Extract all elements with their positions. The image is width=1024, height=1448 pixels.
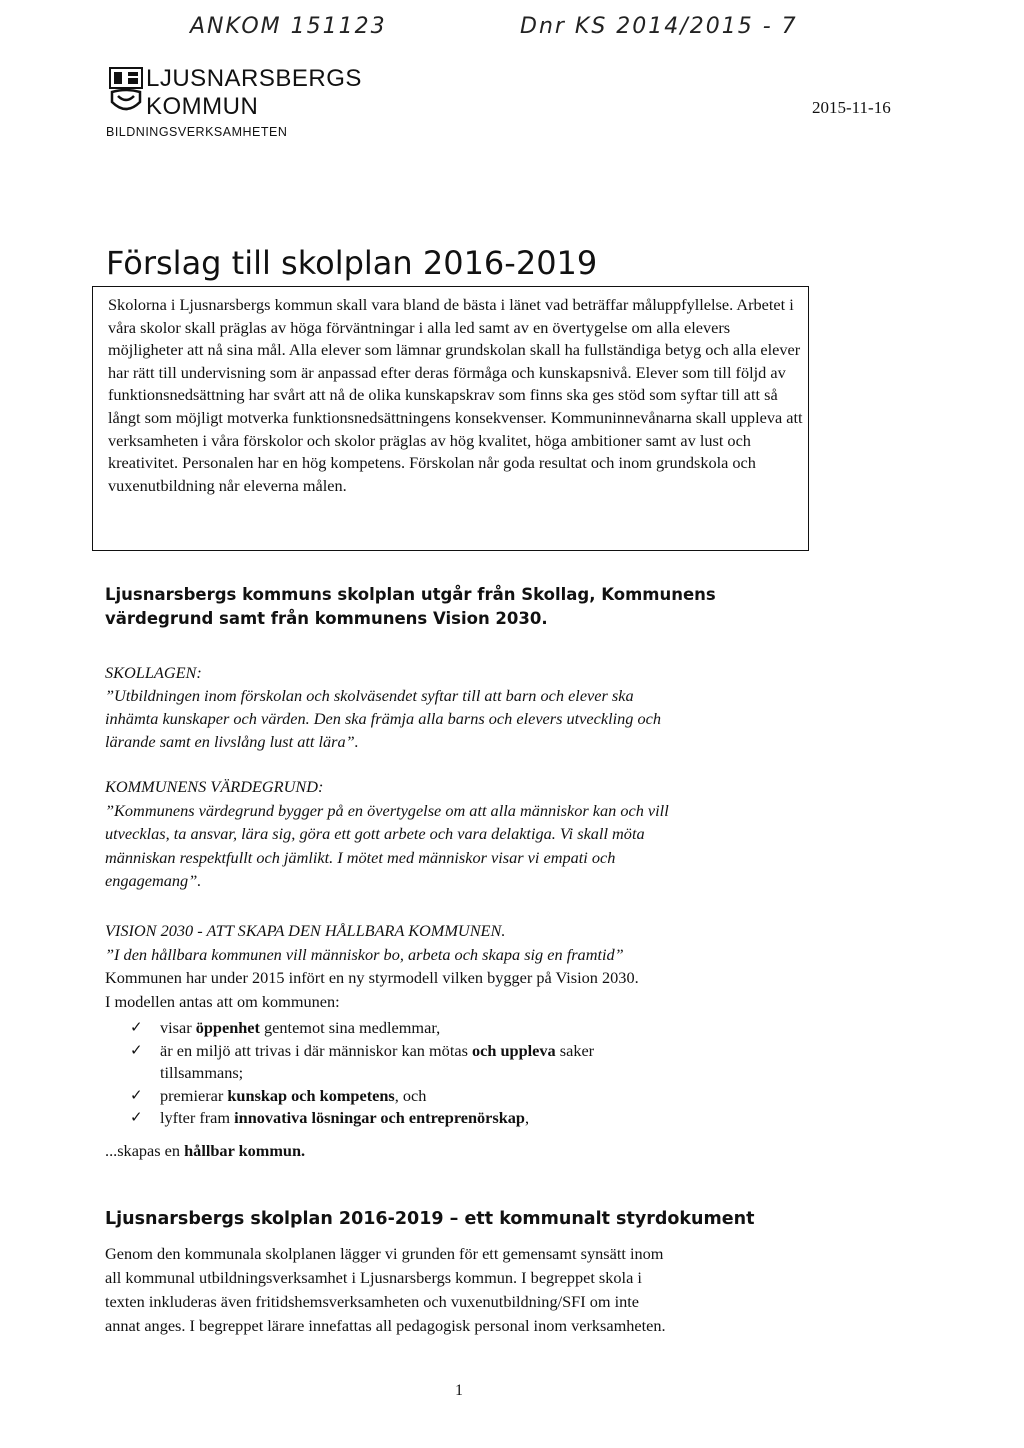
skollagen-label: SKOLLAGEN: (105, 663, 202, 682)
vision-2030-label: VISION 2030 - ATT SKAPA DEN HÅLLBARA KOMMUNEN. (105, 921, 506, 940)
skollagen-quote-line-2: inhämta kunskaper och värden. Den ska främja alla barns och elevers utveckling och (105, 709, 661, 728)
checklist-item-continuation: tillsammans; (160, 1063, 244, 1082)
document-date: 2015-11-16 (812, 98, 891, 117)
vardegrund-quote-line-4: engagemang”. (105, 871, 202, 890)
vision-checklist (105, 1017, 805, 1130)
section-2-line-2: all kommunal utbildningsverksamhet i Ljusnarsbergs kommun. I begreppet skola i (105, 1268, 642, 1287)
checkmark-icon: ✓ (130, 1020, 143, 1036)
checklist-item: ✓ lyfter fram innovativa lösningar och entreprenörskap, (105, 1107, 805, 1130)
vardegrund-quote-line-2: utvecklas, ta ansvar, lära sig, göra ett gott arbete och vara delaktiga. Vi skall möta (105, 824, 645, 843)
skollagen-quote-line-1: ”Utbildningen inom förskolan och skolväsendet syftar till att barn och elever ska (105, 686, 634, 705)
page-number: 1 (455, 1382, 463, 1399)
org-name-line1: LJUSNARSBERGS (146, 65, 362, 92)
department-name: BILDNINGSVERKSAMHETEN (106, 125, 288, 139)
vision-2030-quote: ”I den hållbara kommunen vill människor bo, arbeta och skapa sig en framtid” (105, 945, 624, 964)
document-title: Förslag till skolplan 2016-2019 (106, 244, 598, 282)
vision-2030-text-1: Kommunen har under 2015 infört en ny styrmodell vilken bygger på Vision 2030. (105, 968, 639, 987)
section-2-heading: Ljusnarsbergs skolplan 2016-2019 – ett kommunalt styrdokument (105, 1209, 755, 1229)
checklist-item: ✓ visar öppenhet gentemot sina medlemmar, (105, 1017, 805, 1040)
checkmark-icon: ✓ (130, 1042, 143, 1059)
basis-line-1: Ljusnarsbergs kommuns skolplan utgår från Skollag, Kommunens (105, 585, 716, 604)
handwritten-diary-number: Dnr KS 2014/2015 - 7 (520, 14, 798, 39)
basis-line-2: värdegrund samt från kommunens Vision 2030. (105, 609, 548, 628)
section-2-line-4: annat anges. I begreppet lärare innefattas all pedagogisk personal inom verksamheten. (105, 1316, 666, 1335)
municipality-crest-icon (108, 66, 144, 120)
handwritten-received-stamp: ANKOM 151123 (190, 14, 387, 39)
checklist-item: ✓ är en miljö att trivas i där människor kan mötas och uppleva saker tillsammans; (130, 1040, 595, 1082)
checkmark-icon: ✓ (130, 1110, 143, 1126)
section-2-line-1: Genom den kommunala skolplanen lägger vi grunden för ett gemensamt synsätt inom (105, 1244, 664, 1263)
vision-statement-text: Skolorna i Ljusnarsbergs kommun skall vara bland de bästa i länet vad beträffar måluppfyllelse. Arbetet i våra skolor skall präglas av höga förväntningar i alla led samt av en övertygelse om alla elevers möjligheter att nå sina mål. Alla elever som lämnar grundskolan skall ha fullständiga betyg och alla elever har rätt till undervisning som är anpassad efter deras förmåga och kunskapsnivå. Elever som till följd av funktionsnedsättning har svårt att nå de olika kunskapskrav som finns ska ges stöd som syftar till att så långt som möjligt motverka funktionsnedsättningens konsekvenser. Kommuninnevånarna skall uppleva att verksamheten i våra förskolor och skolor präglas av hög kvalitet, höga ambitioner samt av lust och kreativitet. Personalen har en hög kompetens. Förskolan når goda resultat och inom grundskola och vuxenutbildning når eleverna målen. (108, 295, 803, 495)
vardegrund-quote-line-3: människan respektfullt och jämlikt. I mötet med människor visar vi empati och (105, 848, 616, 867)
checklist-item: ✓ premierar kunskap och kompetens, och (105, 1085, 805, 1108)
org-name-line2: KOMMUN (146, 93, 259, 120)
vision-2030-text-2: I modellen antas att om kommunen: (105, 992, 340, 1011)
checkmark-icon: ✓ (130, 1087, 143, 1104)
vision-statement-box (92, 286, 809, 551)
skollagen-quote-line-3: lärande samt en livslång lust att lära”. (105, 732, 359, 751)
section-2-line-3: texten inkluderas även fritidshemsverksamheten och vuxenutbildning/SFI om inte (105, 1292, 640, 1311)
vardegrund-label: KOMMUNENS VÄRDEGRUND: (105, 777, 324, 796)
vision-conclusion: ...skapas en hållbar kommun. (105, 1141, 306, 1160)
vardegrund-quote-line-1: ”Kommunens värdegrund bygger på en övertygelse om att alla människor kan och vill (105, 801, 669, 820)
